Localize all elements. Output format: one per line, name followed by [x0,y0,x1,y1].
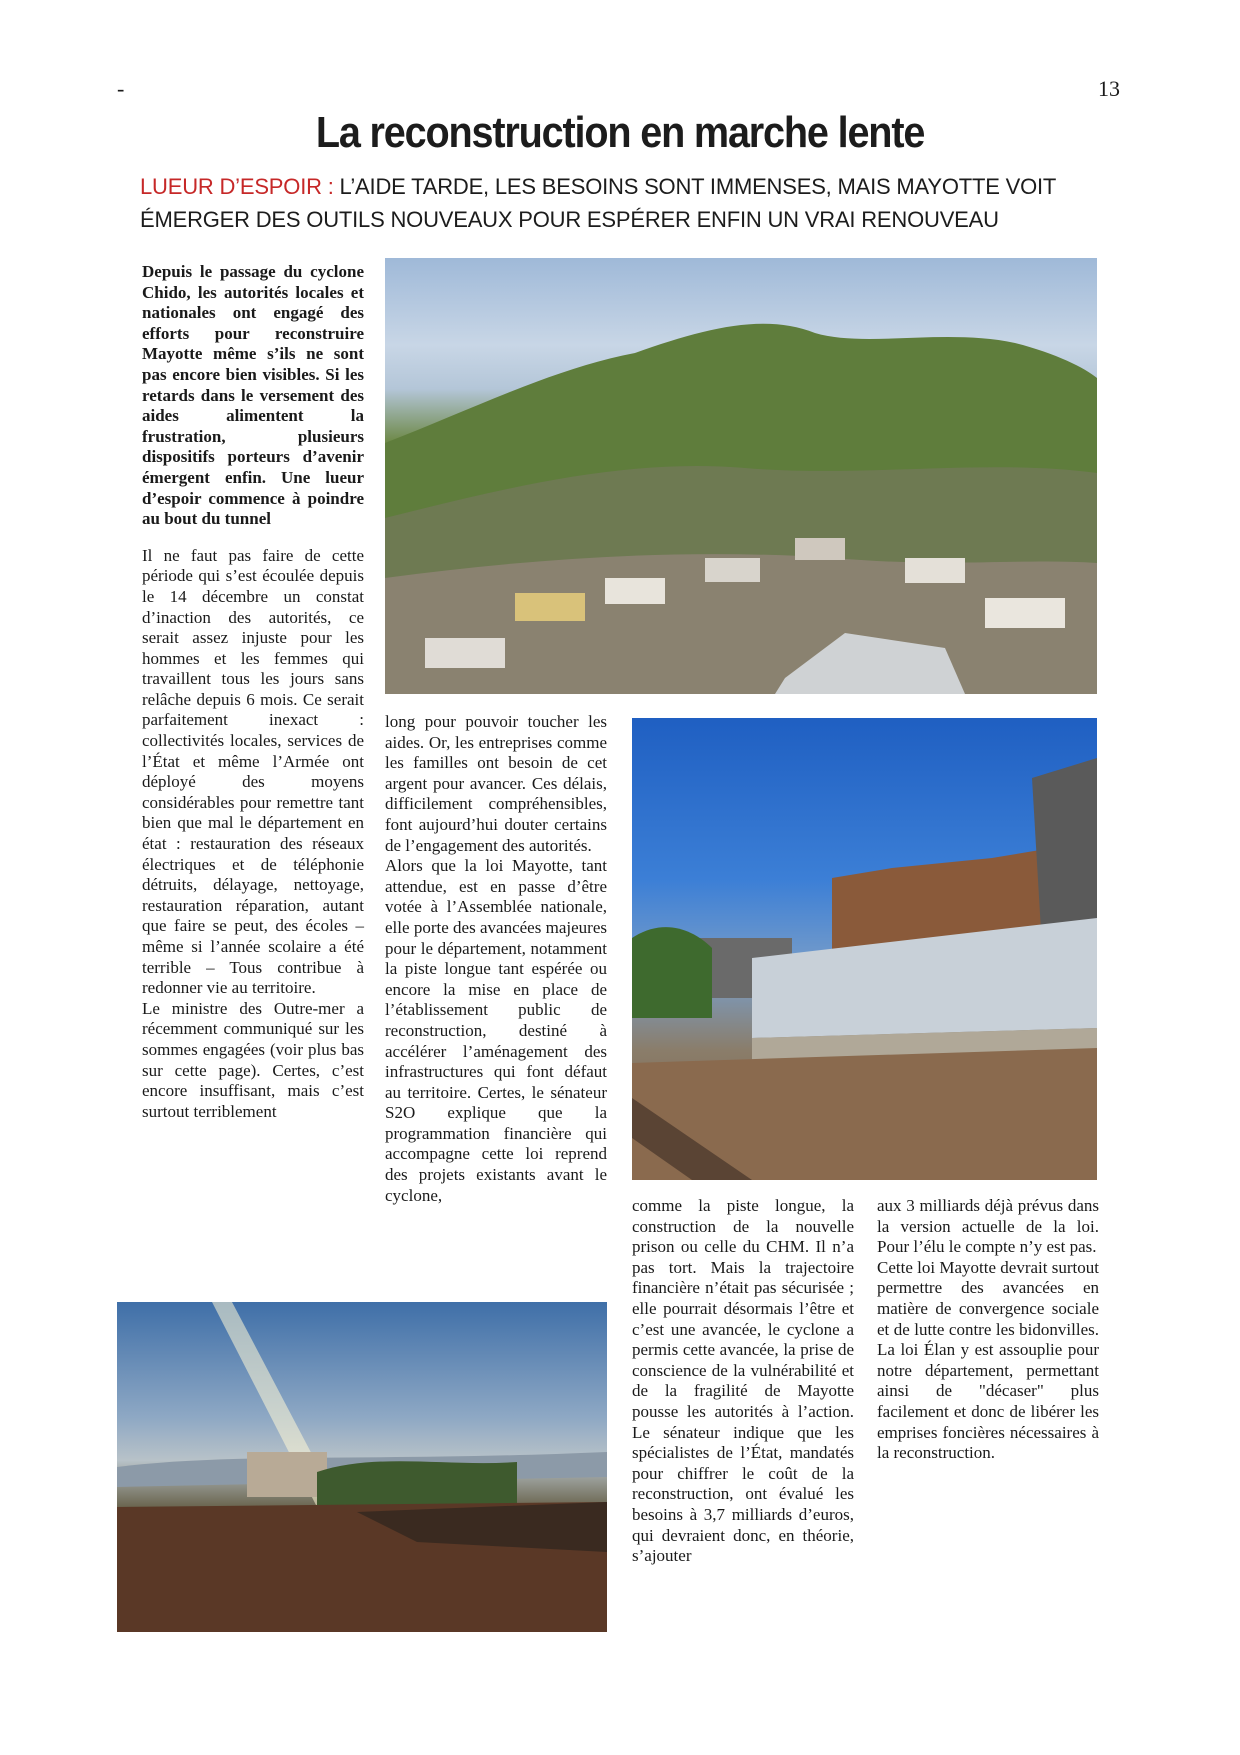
subhead-text: L’AIDE TARDE, LES BESOINS SONT IMMENSES, MAIS MAYOTTE VOIT ÉMERGER DES OUTILS NOUVEAUX POUR ESPÉRER ENFIN UN VRAI RENOUVEAU [140,174,1056,232]
paragraph: Le ministre des Outre-mer a récemment communiqué sur les sommes engagées (voir plus bas sur cette page). Certes, c’est encore insuffisant, mais c’est surtout terriblement [142,998,364,1121]
paragraph: comme la piste longue, la construction de la nouvelle prison ou celle du CHM. Il n’a pas tort. Mais la trajectoire financière n’était pas sécurisée ; elle pourrait désormais l’être et c’est une avancée, le cyclone a permis cette avancée, la prise de conscience de la vulnérabilité et de la fragilité de Mayotte pousse les autorités à l’action. Le sénateur indique que les spécialistes de l’État, mandatés pour chiffrer le coût de la reconstruction, ont évalué les besoins à 3,7 milliards d’euros, qui devraient donc, en théorie, s’ajouter [632,1196,854,1566]
paragraph: aux 3 milliards déjà prévus dans la version actuelle de la loi. Pour l’élu le compte n’y est pas. [877,1196,1099,1257]
article-headline: La reconstruction en marche lente [315,108,925,157]
paragraph: Alors que la loi Mayotte, tant attendue, est en passe d’être votée à l’Assemblée nationale, elle porte des avancées majeures pour le département, notamment la piste longue tant espérée ou encore la mise en place de l’établissement public de reconstruction, destiné à accélérer l’aménagement des infrastructures qui font défaut au territoire. Certes, le sénateur S2O explique que la programmation financière qui accompagne cette loi reprend des projets existants avant le cyclone, [385,856,607,1205]
photo-coastal-lot [117,1302,607,1632]
paragraph: Il ne faut pas faire de cette période qui s’est écoulée depuis le 14 décembre un constat d’inaction des autorités, ce serait assez injuste pour les hommes et les femmes qui travaillent tous les jours sans relâche depuis 6 mois. Ce serait parfaitement inexact : collectivités locales, services de l’État et même l’Armée ont déployé des moyens considérables pour remettre tant bien que mal le département en état : restauration des réseaux électriques et de téléphonie détruits, délayage, nettoyage, restauration réparation, autant que faire se peut, des écoles – même si l’année scolaire a été terrible – Tous contribue à redonner vie au territoire. [142,545,364,998]
article-lead: Depuis le passage du cyclone Chido, les autorités locales et nationales ont engagé des efforts pour reconstruire Mayotte même s’ils ne sont pas encore bien visibles. Si les retards dans le versement des aides alimentent la frustration, plusieurs dispositifs porteurs d’avenir émergent enfin. Une lueur d’espoir commence à poindre au bout du tunnel [142,262,364,529]
photo-street-construction [632,718,1097,1180]
photo-hillside-town [385,258,1097,694]
paragraph: long pour pouvoir toucher les aides. Or, les entreprises comme les familles ont besoin de cet argent pour avancer. Ces délais, difficilement compréhensibles, font aujourd’hui douter certains de l’engagement des autorités. [385,712,607,855]
column-1 [142,262,364,1122]
column-4 [877,1196,1099,1464]
column-2 [385,712,607,1206]
page-number: 13 [1098,76,1120,101]
page-marker: - [117,76,125,101]
column-3 [632,1196,854,1567]
article-subhead [140,170,1100,236]
subhead-kicker: LUEUR D’ESPOIR : [140,174,334,199]
paragraph: Cette loi Mayotte devrait surtout permettre des avancées en matière de convergence sociale et de lutte contre les bidonvilles. La loi Élan y est assouplie pour notre département, permettant ainsi de "décaser" plus facilement et donc de libérer les emprises foncières nécessaires à la reconstruction. [877,1257,1099,1463]
